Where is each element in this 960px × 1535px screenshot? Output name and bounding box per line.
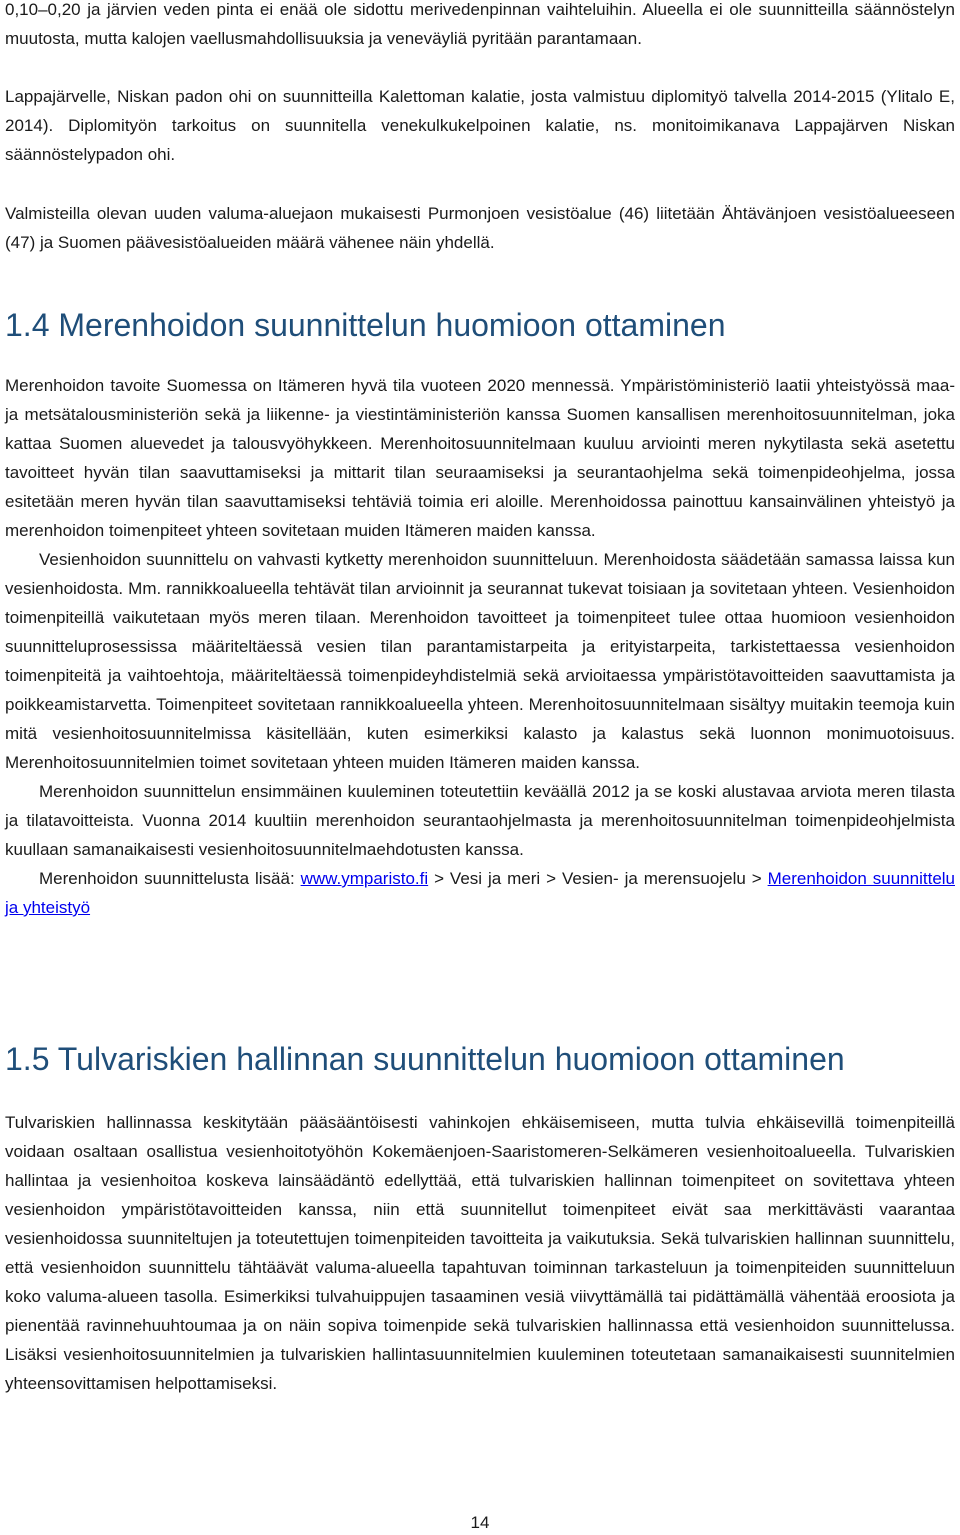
page-number: 14 [470, 1513, 490, 1532]
paragraph-1-4-4-path: > Vesi ja meri > Vesien- ja merensuojelu > [428, 869, 768, 888]
intro-section-2 [5, 82, 955, 169]
paragraph-1-4-4 [5, 864, 955, 922]
merenhoidon-suunnittelu-link[interactable]: Merenhoidon suunnittelu ja yhteistyö [5, 869, 955, 917]
section-1-5-body [5, 1108, 955, 1398]
section-1-4-body [5, 371, 955, 922]
ymparisto-link[interactable]: www.ymparisto.fi [300, 869, 429, 888]
section-heading-1-4: 1.4 Merenhoidon suunnittelun huomioon ottaminen [5, 307, 726, 343]
paragraph-1-5-1: Tulvariskien hallinnassa keskitytään pääsääntöisesti vahinkojen ehkäisemiseen, mutta tulvia ehkäisevillä toimenpiteillä voidaan osaltaan osallistua vesienhoitotyöhön Kokemäenjoen-Saaristomeren-Selkämeren vesienhoitoalueella. Tulvariskien hallintaa ja vesienhoitoa koskeva lainsäädäntö edellyttää, että tulvariskien hallinnan toimenpiteet on sovitettava yhteen vesienhoidon ympäristötavoitteiden kanssa, niin että suunnitellut toimenpiteet eivät saa merkittävästi vaarantaa vesienhoidossa suunniteltujen ja toteutettujen toimenpiteiden tavoitteita ja vaikutuksia. Sekä tulvariskien hallinnan suunnittelu, että vesienhoidon suunnittelu tähtäävät valuma-alueella tapahtuvan toiminnan tarkasteluun ja toimenpiteiden suunnitteluun koko valuma-alueen tasolla. Esimerkiksi tulvahuippujen tasaaminen vesiä viivyttämällä tai pidättämällä vähentää eroosiota ja pienentää ravinnehuuhtoumaa ja on näin sopiva toimenpide sekä tulvariskien hallinnassa että vesienhoidon suunnittelussa. Lisäksi vesienhoitosuunnitelmien ja tulvariskien hallintasuunnitelmien kuuleminen toteutetaan samanaikaisesti suunnitelmien yhteensovittamisen helpottamiseksi. [5, 1113, 955, 1393]
paragraph-1-4-4-prefix: Merenhoidon suunnittelusta lisää: [39, 869, 301, 888]
intro-section-3 [5, 199, 955, 257]
paragraph-1-4-1: Merenhoidon tavoite Suomessa on Itämeren hyvä tila vuoteen 2020 mennessä. Ympäristöministeriö laatii yhteistyössä maa- ja metsätalousministeriön sekä ja liikenne- ja viestintäministeriön kanssa Suomen kansallisen merenhoitosuunnitelman, joka kattaa Suomen aluevedet ja talousvyöhykkeen. Merenhoitosuunnitelmaan kuuluu arviointi meren nykytilasta sekä asetettu tavoitteet hyvän tilan saavuttamiseksi ja mittarit tilan seuraamiseksi ja seurantaohjelma sekä toimenpideohjelma, jossa esitetään meren hyvän tilan saavuttamiseksi tehtäviä toimia eri aloille. Merenhoidossa painottuu kansainvälinen yhteistyö ja merenhoidon toimenpiteet yhteen sovitetaan muiden Itämeren maiden kanssa. [5, 376, 955, 540]
section-heading-1-5: 1.5 Tulvariskien hallinnan suunnittelun huomioon ottaminen [5, 1041, 845, 1077]
paragraph-intro-1: 0,10–0,20 ja järvien veden pinta ei enää ole sidottu merivedenpinnan vaihteluihin. Alueella ei ole suunnitteilla säännöstelyn muutosta, mutta kalojen vaellusmahdollisuuksia ja veneväyliä pyritään parantamaan. [5, 0, 955, 48]
paragraph-intro-2: Lappajärvelle, Niskan padon ohi on suunnitteilla Kalettoman kalatie, josta valmistuu diplomityö talvella 2014-2015 (Ylitalo E, 2014). Diplomityön tarkoitus on suunnitella venekulkukelpoinen kalatie, ns. monitoimikanava Lappajärven Niskan säännöstelypadon ohi. [5, 87, 955, 164]
paragraph-intro-3: Valmisteilla olevan uuden valuma-aluejaon mukaisesti Purmonjoen vesistöalue (46) liitetään Ähtävänjoen vesistöalueeseen (47) ja Suomen päävesistöalueiden määrä vähenee näin yhdellä. [5, 204, 955, 252]
paragraph-1-4-3: Merenhoidon suunnittelun ensimmäinen kuuleminen toteutettiin keväällä 2012 ja se koski alustavaa arviota meren tilasta ja tilatavoitteista. Vuonna 2014 kuultiin merenhoidon seurantaohjelmasta ja merenhoitosuunnitelman toimenpideohjelmista kuullaan samanaikaisesti vesienhoitosuunnitelmaehdotusten kanssa. [5, 782, 955, 859]
paragraph-1-4-2: Vesienhoidon suunnittelu on vahvasti kytketty merenhoidon suunnitteluun. Merenhoidosta säädetään samassa laissa kun vesienhoidosta. Mm. rannikkoalueella tehtävät tilan arvioinnit ja seurannat tukevat toisiaan ja sovitetaan yhteen. Vesienhoidon toimenpiteillä vaikutetaan myös meren tilaan. Merenhoidon tavoitteet ja toimenpiteet tulee ottaa huomioon vesienhoidon suunnitteluprosessissa määriteltäessä vesien tilan parantamistarpeita ja erityistarpeita, tarkistettaessa vesienhoidon toimenpiteitä ja vaihtoehtoja, määriteltäessä toimenpideyhdistelmiä sekä arvioitaessa ympäristötavoitteiden saavuttamista ja poikkeamistarvetta. Toimenpiteet sovitetaan rannikkoalueella yhteen. Merenhoitosuunnitelmaan sisältyy muitakin teemoja kuin mitä vesienhoitosuunnitelmissa käsitellään, kuten esimerkiksi kalasto ja kalastus sekä luonnon monimuotoisuus. Merenhoitosuunnitelmien toimet sovitetaan yhteen muiden Itämeren maiden kanssa. [5, 550, 955, 772]
intro-section [5, 0, 955, 53]
